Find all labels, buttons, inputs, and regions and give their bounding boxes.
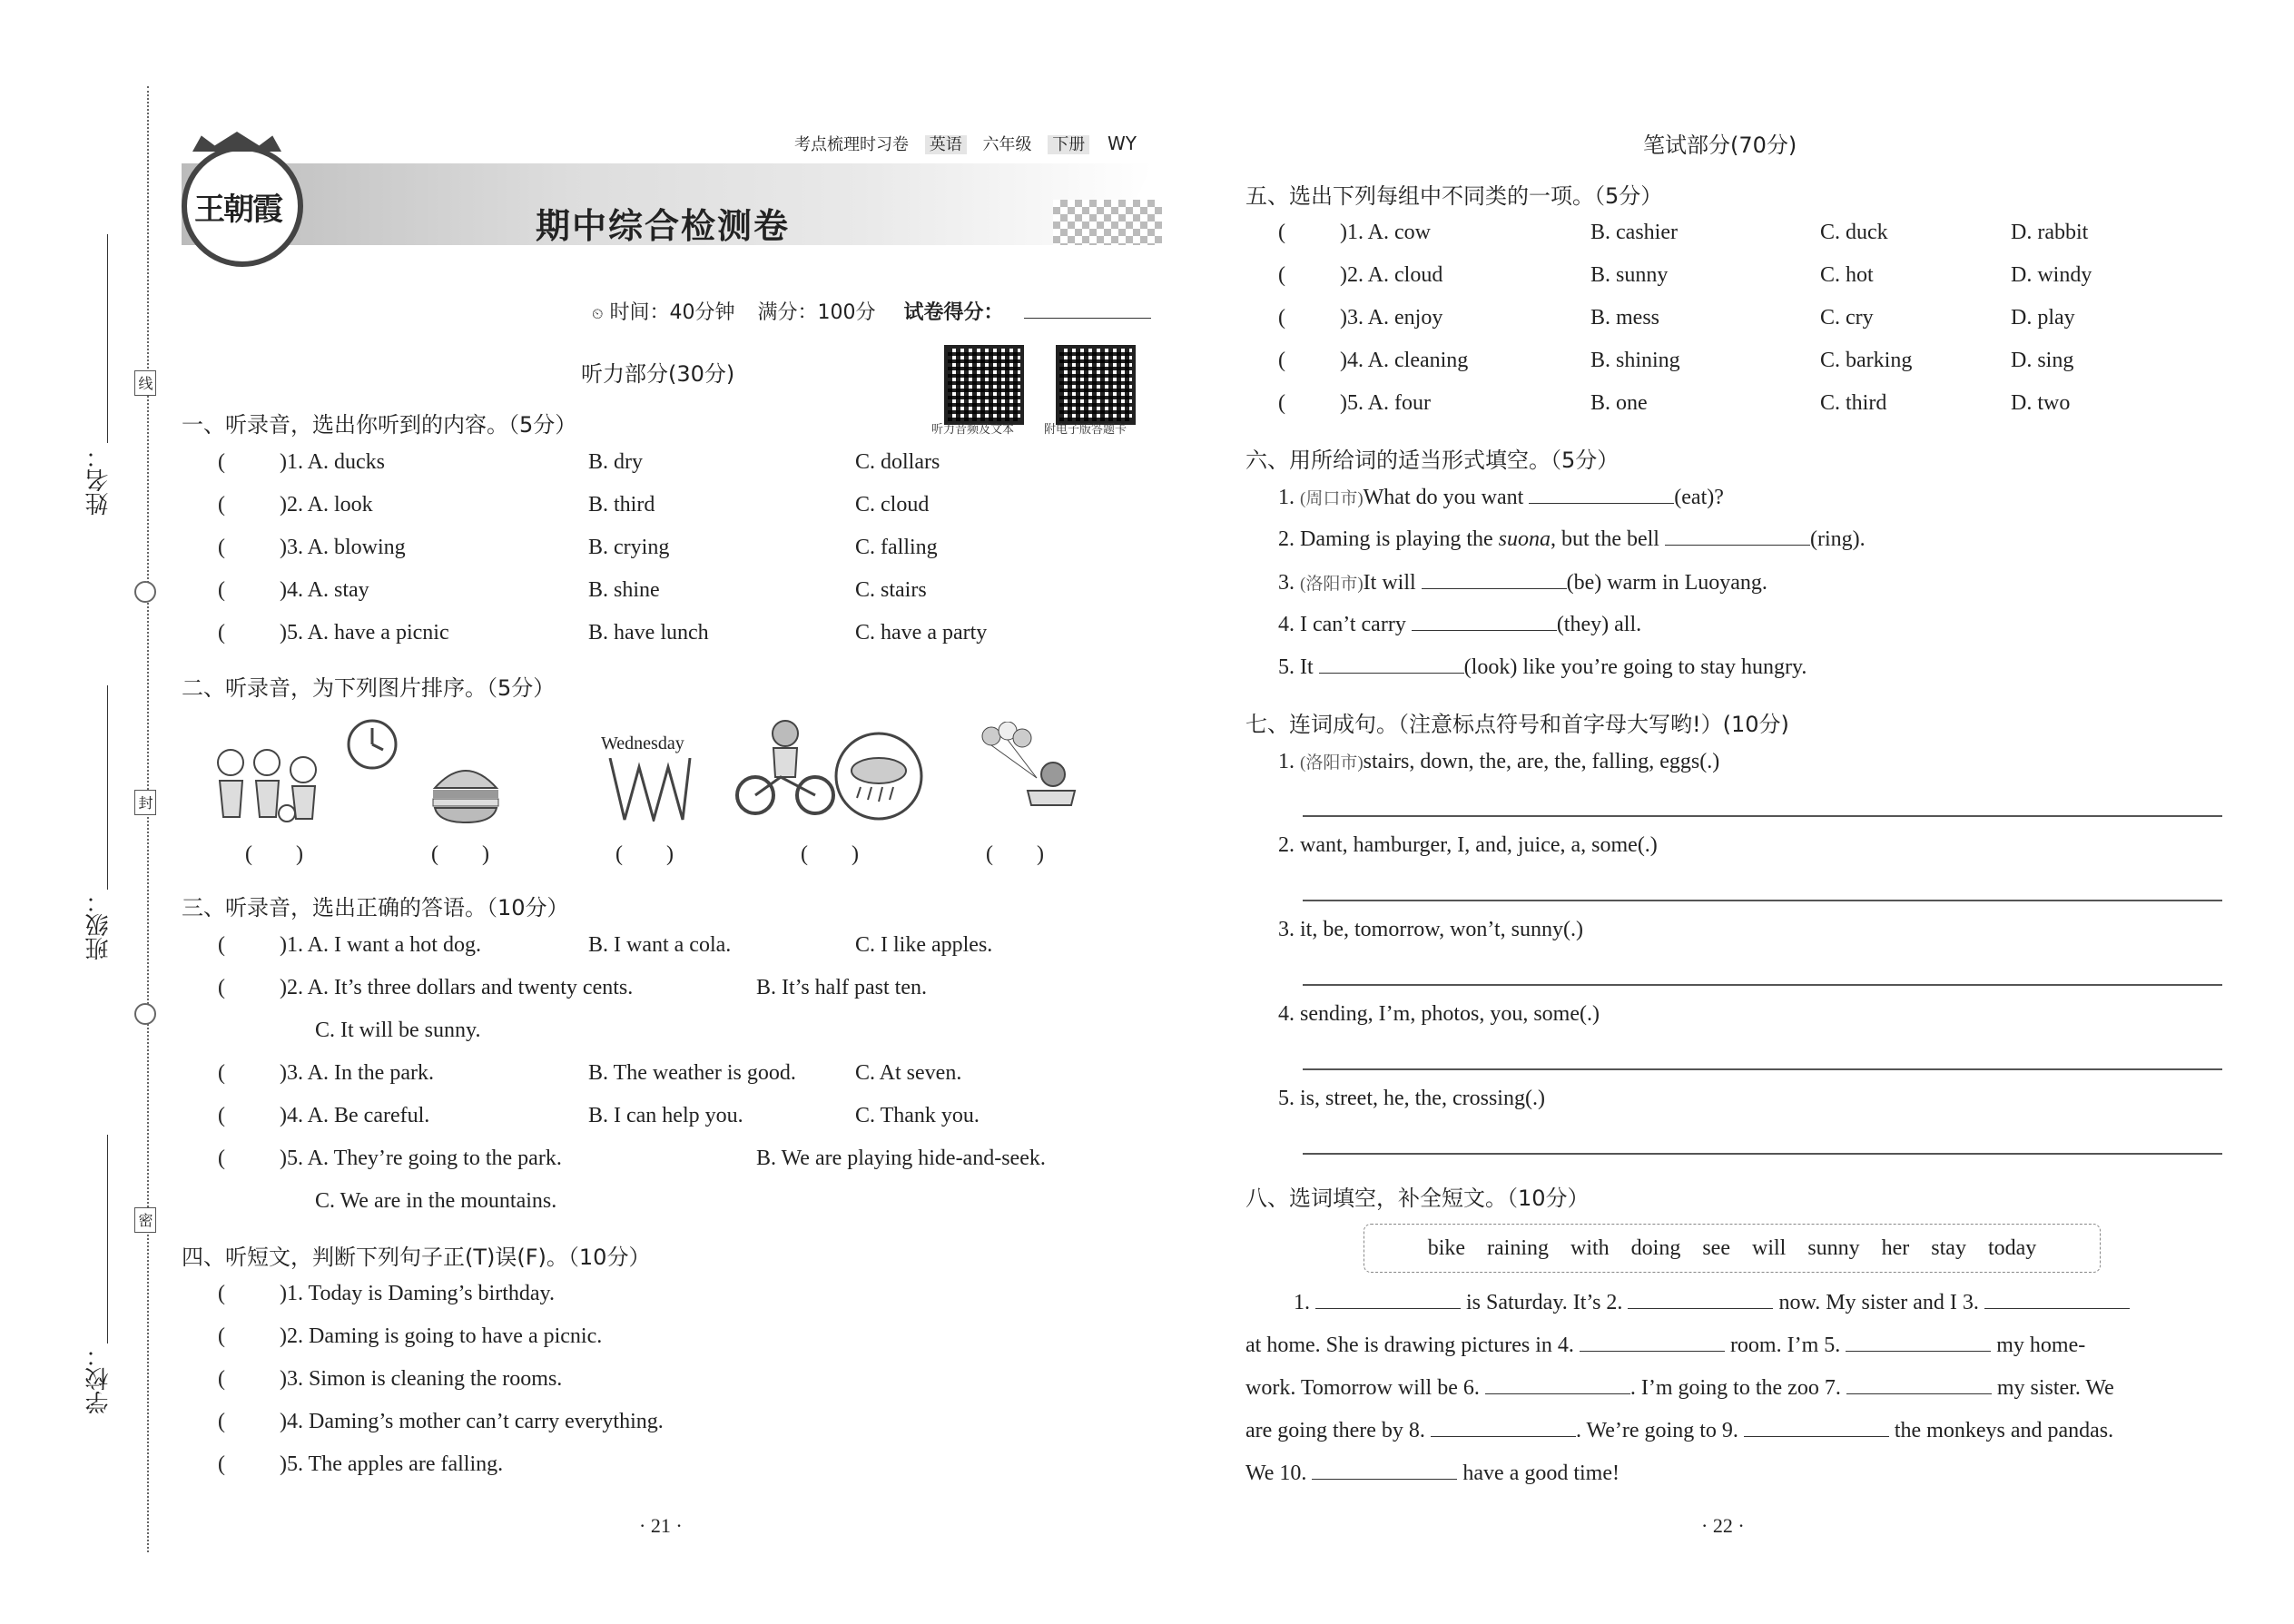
passage-line-1: 1. is Saturday. It’s 2. now. My sister and I 3.	[1294, 1291, 2130, 1315]
name-line	[107, 234, 108, 443]
score-field[interactable]	[1024, 318, 1151, 319]
fill-item-5: 5. It (look) like you’re going to stay hungry.	[1278, 655, 1807, 679]
paren[interactable]: (	[218, 536, 225, 559]
section-3-title: 三、听录音，选出正确的答语。（10分）	[182, 895, 569, 920]
passage-line-4: are going there by 8. . We’re going to 9. the monkeys and pandas.	[1245, 1419, 2114, 1442]
option-c: C. duck	[1820, 221, 1888, 244]
option-a: )3. A. blowing	[280, 536, 406, 559]
order-paren-3[interactable]: ( )	[615, 842, 674, 866]
crown-icon	[192, 132, 281, 152]
school-line	[107, 1135, 108, 1343]
option-d: D. play	[2011, 306, 2075, 330]
paren[interactable]: (	[218, 1104, 225, 1127]
grade: 六年级	[982, 135, 1032, 154]
edition: WY	[1107, 133, 1137, 154]
option-c: C. have a party	[855, 621, 988, 645]
option-b: B. one	[1590, 391, 1648, 415]
answer-blank[interactable]	[1846, 1377, 1992, 1394]
school-label: 学校：	[85, 1343, 113, 1414]
option-c: C. At seven.	[855, 1061, 962, 1085]
binding-dotted-line	[147, 86, 149, 1552]
answer-blank[interactable]	[1665, 528, 1810, 546]
option-a: )5. A. have a picnic	[280, 621, 449, 645]
paren[interactable]: (	[1278, 391, 1285, 415]
clock-icon: ⏲	[592, 305, 604, 322]
answer-blank[interactable]	[1315, 1292, 1461, 1309]
option-d: D. two	[2011, 391, 2071, 415]
passage-line-5: We 10. have a good time!	[1245, 1462, 1620, 1485]
listening-title: 听力部分(30分)	[581, 361, 735, 387]
mark-line: 线	[134, 370, 156, 396]
fill-item-1: 1. (周口市)What do you want (eat)?	[1278, 486, 1724, 509]
answer-blank[interactable]	[1431, 1420, 1576, 1437]
option-b: B. shine	[588, 578, 660, 602]
option-b: B. third	[588, 493, 655, 517]
tf-item: )2. Daming is going to have a picnic.	[280, 1324, 603, 1348]
word-order-item: 2. want, hamburger, I, and, juice, a, some(.)	[1278, 833, 1658, 857]
fill-item-3: 3. (洛阳市)It will (be) warm in Luoyang.	[1278, 571, 1767, 595]
option-a: )5. A. four	[1340, 391, 1431, 415]
answer-line[interactable]	[1303, 900, 2222, 901]
section-8-title: 八、选词填空，补全短文。（10分）	[1245, 1186, 1590, 1211]
word-order-item-1: 1. (洛阳市)stairs, down, the, are, the, falling, eggs(.)	[1278, 750, 1720, 773]
page-number-right: · 22 ·	[1701, 1514, 1745, 1537]
option-d: D. sing	[2011, 349, 2074, 372]
order-paren-2[interactable]: ( )	[431, 842, 489, 866]
option-c: C. I like apples.	[855, 933, 993, 957]
option-a: )2. A. It’s three dollars and twenty cents.	[280, 976, 634, 999]
option-a: )2. A. cloud	[1340, 263, 1443, 287]
order-paren-1[interactable]: ( )	[245, 842, 303, 866]
section-4-title: 四、听短文，判断下列句子正(T)误(F)。（10分）	[182, 1245, 651, 1270]
girl-balloons-picture	[973, 722, 1082, 812]
option-c: C. Thank you.	[855, 1104, 980, 1127]
binding-hole-icon	[134, 1003, 156, 1025]
mark-seal: 封	[134, 790, 156, 815]
mark-close: 密	[134, 1207, 156, 1233]
boy-bike-picture	[735, 717, 835, 817]
answer-line[interactable]	[1303, 815, 2222, 817]
option-b: B. The weather is good.	[588, 1061, 796, 1085]
passage-line-3: work. Tomorrow will be 6. . I’m going to the zoo 7. my sister. We	[1245, 1376, 2114, 1400]
option-b: B. mess	[1590, 306, 1660, 330]
paren[interactable]: (	[1278, 263, 1285, 287]
option-b: B. sunny	[1590, 263, 1669, 287]
answer-line[interactable]	[1303, 984, 2222, 986]
section-6-title: 六、用所给词的适当形式填空。（5分）	[1245, 448, 1620, 473]
option-a: )3. A. enjoy	[1340, 306, 1443, 330]
option-c: C. dollars	[855, 450, 940, 474]
series-name: 考点梳理时习卷	[794, 135, 909, 154]
fill-item-4: 4. I can’t carry (they) all.	[1278, 613, 1642, 636]
rain-cloud-picture	[833, 731, 924, 822]
paren[interactable]: (	[1278, 349, 1285, 372]
paren[interactable]: (	[218, 1452, 225, 1476]
option-b: B. crying	[588, 536, 670, 559]
paren[interactable]: (	[218, 1367, 225, 1391]
time-limit: 时间：40分钟	[609, 301, 735, 324]
calendar-banner-picture	[608, 758, 692, 822]
hamburger-picture-icon	[429, 753, 502, 826]
paren[interactable]: (	[218, 1282, 225, 1305]
option-a: )1. A. ducks	[280, 450, 385, 474]
answer-blank[interactable]	[1984, 1292, 2130, 1309]
section-1-title: 一、听录音，选出你听到的内容。（5分）	[182, 412, 577, 438]
answer-blank[interactable]	[1422, 572, 1567, 589]
option-b: B. I want a cola.	[588, 933, 732, 957]
section-7-title: 七、连词成句。（注意标点符号和首字母大写哟!）(10分)	[1245, 712, 1789, 737]
binding-hole-icon	[134, 581, 156, 603]
wednesday-label: Wednesday	[601, 733, 684, 753]
paren[interactable]: (	[1278, 306, 1285, 330]
qr-label-audio: 听力音频及文本	[931, 423, 1015, 437]
paren[interactable]: (	[218, 450, 225, 474]
tf-item: )5. The apples are falling.	[280, 1452, 504, 1476]
option-c: C. third	[1820, 391, 1887, 415]
option-a: )1. A. cow	[1340, 221, 1431, 244]
option-c: C. hot	[1820, 263, 1874, 287]
writing-title: 笔试部分(70分)	[1643, 133, 1797, 158]
option-a: )4. A. stay	[280, 578, 369, 602]
score-label: 试卷得分：	[903, 301, 1004, 324]
order-paren-4[interactable]: ( )	[801, 842, 859, 866]
answer-blank[interactable]	[1319, 656, 1464, 674]
answer-line[interactable]	[1303, 1153, 2222, 1155]
section-5-title: 五、选出下列每组中不同类的一项。（5分）	[1245, 183, 1663, 209]
option-a: )4. A. Be careful.	[280, 1104, 430, 1127]
option-c: C. falling	[855, 536, 938, 559]
term: 下册	[1048, 135, 1089, 154]
qr-label-card: 附电子版答题卡	[1044, 423, 1127, 437]
option-c: C. cry	[1820, 306, 1874, 330]
answer-blank[interactable]	[1529, 487, 1674, 504]
answer-blank[interactable]	[1580, 1334, 1725, 1352]
order-paren-5[interactable]: ( )	[986, 842, 1044, 866]
tf-item: )4. Daming’s mother can’t carry everything.	[280, 1410, 664, 1433]
answer-blank[interactable]	[1846, 1334, 1991, 1352]
picture-kids-football	[211, 735, 347, 826]
tf-item: )1. Today is Daming’s birthday.	[280, 1282, 555, 1305]
answer-blank[interactable]	[1628, 1292, 1773, 1309]
subject: 英语	[925, 135, 967, 154]
option-a: )3. A. In the park.	[280, 1061, 434, 1085]
option-d: D. windy	[2011, 263, 2092, 287]
answer-blank[interactable]	[1744, 1420, 1889, 1437]
option-c: C. barking	[1820, 349, 1913, 372]
logo-text: 王朝霞	[194, 193, 281, 227]
option-b: B. dry	[588, 450, 643, 474]
qr-answer-card-icon[interactable]	[1056, 345, 1136, 425]
word-order-item: 4. sending, I’m, photos, you, some(.)	[1278, 1002, 1600, 1026]
exam-info	[592, 297, 1004, 325]
option-a: )4. A. cleaning	[1340, 349, 1469, 372]
header-meta	[794, 132, 1137, 155]
paren[interactable]: (	[218, 1061, 225, 1085]
class-line	[107, 685, 108, 890]
paren[interactable]: (	[218, 1147, 225, 1170]
option-a: )5. A. They’re going to the park.	[280, 1147, 562, 1170]
fill-item-2: 2. Daming is playing the suona, but the bell (ring).	[1278, 527, 1866, 551]
answer-blank[interactable]	[1312, 1462, 1457, 1480]
option-b: B. We are playing hide-and-seek.	[756, 1147, 1046, 1170]
name-label: 姓名：	[85, 445, 113, 516]
paren[interactable]: (	[218, 1324, 225, 1348]
option-b: B. have lunch	[588, 621, 709, 645]
clock-picture-icon	[345, 717, 399, 772]
option-b: B. It’s half past ten.	[756, 976, 927, 999]
paren[interactable]: (	[218, 578, 225, 602]
paren[interactable]: (	[218, 493, 225, 517]
checker-decoration	[1053, 200, 1162, 245]
option-a: )1. A. I want a hot dog.	[280, 933, 481, 957]
tf-item: )3. Simon is cleaning the rooms.	[280, 1367, 563, 1391]
paren[interactable]: (	[218, 1410, 225, 1433]
qr-audio-icon[interactable]	[944, 345, 1024, 425]
answer-line[interactable]	[1303, 1068, 2222, 1070]
option-b: B. shining	[1590, 349, 1680, 372]
option-c: C. We are in the mountains.	[315, 1189, 557, 1213]
option-b: B. cashier	[1590, 221, 1678, 244]
paren[interactable]: (	[218, 976, 225, 999]
option-c: C. stairs	[855, 578, 927, 602]
word-order-item: 3. it, be, tomorrow, won’t, sunny(.)	[1278, 918, 1583, 941]
page-number-left: · 21 ·	[639, 1514, 683, 1537]
answer-blank[interactable]	[1412, 614, 1557, 631]
paren[interactable]: (	[218, 621, 225, 645]
option-c: C. cloud	[855, 493, 930, 517]
full-score: 满分：100分	[757, 301, 876, 324]
section-2-title: 二、听录音，为下列图片排序。（5分）	[182, 675, 556, 701]
paren[interactable]: (	[218, 933, 225, 957]
option-a: )2. A. look	[280, 493, 373, 517]
answer-blank[interactable]	[1485, 1377, 1630, 1394]
option-b: B. I can help you.	[588, 1104, 743, 1127]
word-order-item: 5. is, street, he, the, crossing(.)	[1278, 1087, 1545, 1110]
passage-line-2: at home. She is drawing pictures in 4. room. I’m 5. my home-	[1245, 1334, 2086, 1357]
class-label: 班级：	[85, 890, 113, 960]
option-d: D. rabbit	[2011, 221, 2089, 244]
paren[interactable]: (	[1278, 221, 1285, 244]
page-title: 期中综合检测卷	[536, 206, 791, 246]
word-bank: bike raining with doing see will sunny her stay today	[1364, 1224, 2101, 1273]
option-c: C. It will be sunny.	[315, 1019, 481, 1042]
